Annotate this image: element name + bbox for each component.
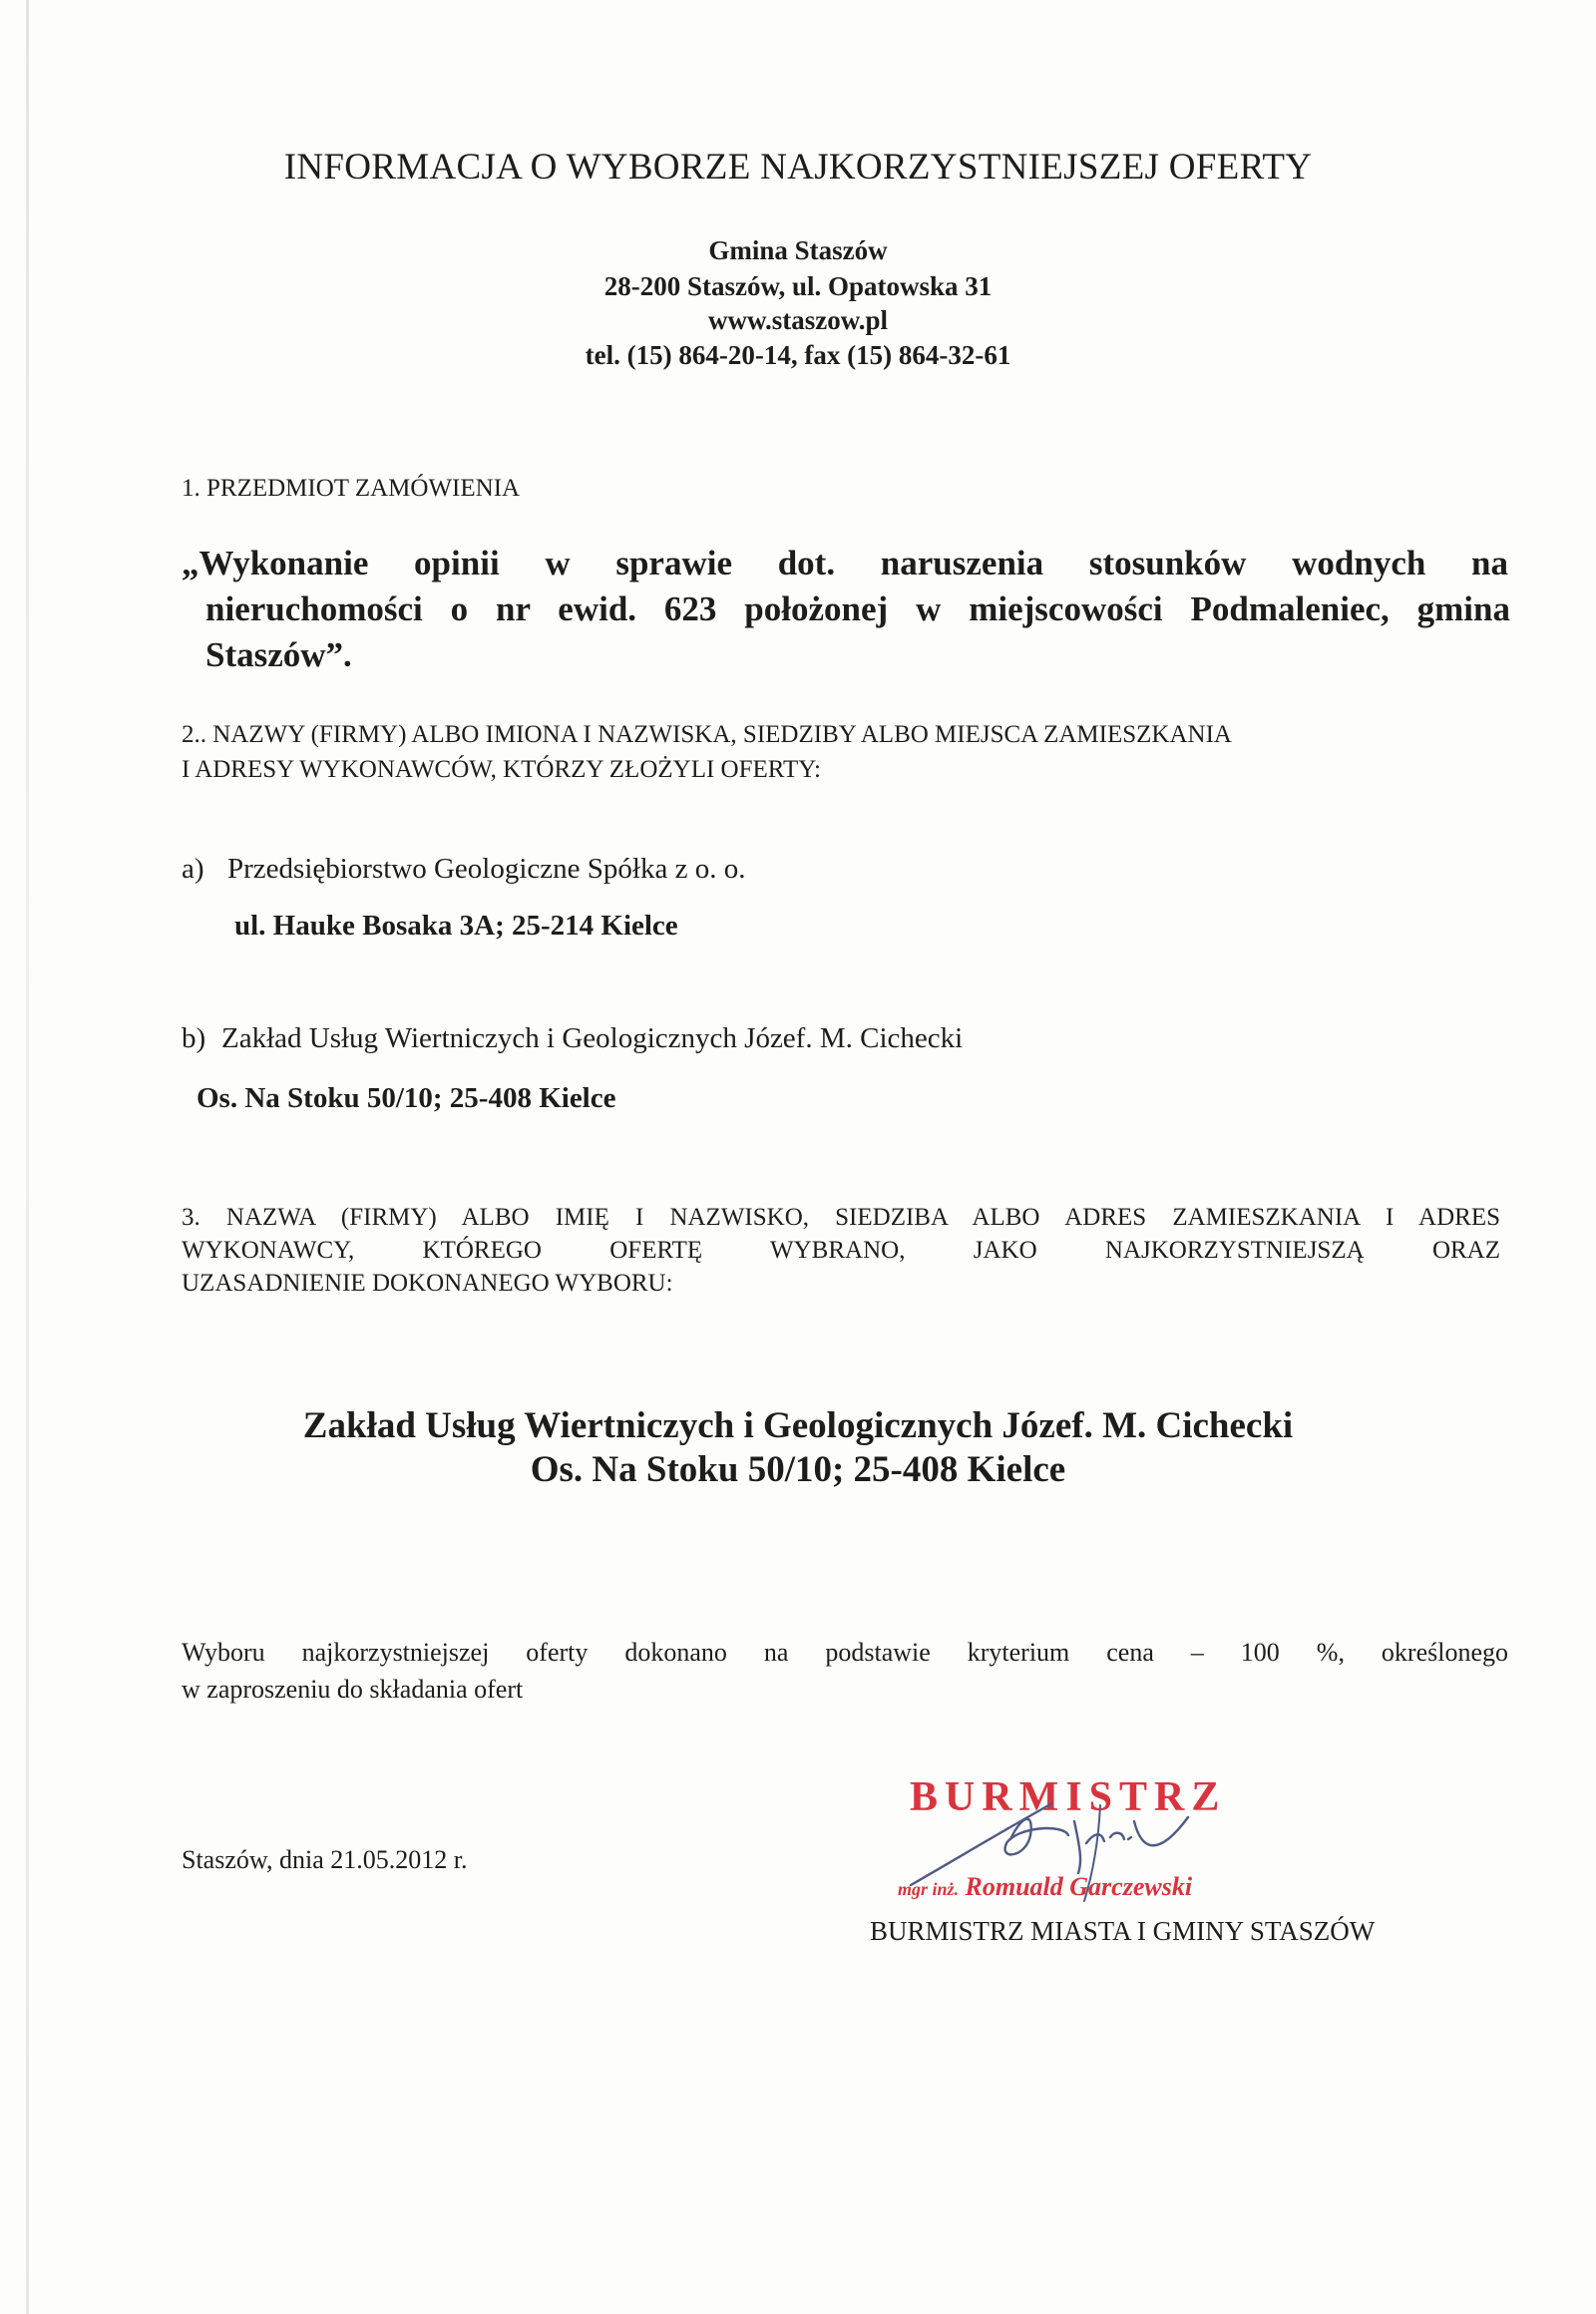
section-1-heading: 1. PRZEDMIOT ZAMÓWIENIA bbox=[182, 475, 521, 502]
stamp-prefix: mgr inż. bbox=[898, 1879, 960, 1899]
justification-line-2: w zaproszeniu do składania ofert bbox=[182, 1675, 524, 1704]
winner-name: Zakład Usług Wiertniczych i Geologicznych Józef. M. Cichecki bbox=[302, 1405, 1294, 1446]
issuer-address: 28-200 Staszów, ul. Opatowska 31 bbox=[603, 271, 993, 301]
section-2-heading-line-1: 2.. NAZWY (FIRMY) ALBO IMIONA I NAZWISKA, SIEDZIBY ALBO MIEJSCA ZAMIESZKANIA bbox=[182, 721, 1232, 748]
document-title: INFORMACJA O WYBORZE NAJKORZYSTNIEJSZEJ OFERTY bbox=[283, 147, 1313, 188]
document-date: Staszów, dnia 21.05.2012 r. bbox=[182, 1845, 468, 1874]
handwritten-signature bbox=[903, 1765, 1242, 1905]
justification-line-1: Wyboru najkorzystniejszej oferty dokonano na podstawie kryterium cena – 100 %, określonego bbox=[182, 1638, 1508, 1667]
bidder-b-address: Os. Na Stoku 50/10; 25-408 Kielce bbox=[197, 1082, 616, 1114]
subject-line-1: „Wykonanie opinii w sprawie dot. naruszenia stosunków wodnych na bbox=[182, 544, 1508, 582]
bidder-a-marker: a) bbox=[182, 853, 204, 885]
bidder-a-address: ul. Hauke Bosaka 3A; 25-214 Kielce bbox=[234, 910, 678, 942]
section-3-heading-line-1: 3. NAZWA (FIRMY) ALBO IMIĘ I NAZWISKO, SIEDZIBA ALBO ADRES ZAMIESZKANIA I ADRES bbox=[182, 1204, 1500, 1231]
bidder-a-name: Przedsiębiorstwo Geologiczne Spółka z o. o. bbox=[227, 853, 746, 885]
section-3-heading-line-2: WYKONAWCY, KTÓREGO OFERTĘ WYBRANO, JAKO NAJKORZYSTNIEJSZĄ ORAZ bbox=[182, 1237, 1500, 1264]
issuer-website: www.staszow.pl bbox=[707, 305, 889, 335]
subject-line-3: Staszów”. bbox=[205, 635, 352, 674]
issuer-name: Gmina Staszów bbox=[708, 235, 888, 265]
bidder-b-marker: b) bbox=[182, 1022, 206, 1054]
section-3-heading-line-3: UZASADNIENIE DOKONANEGO WYBORU: bbox=[182, 1270, 673, 1297]
stamp-title: BURMISTRZ bbox=[910, 1774, 1227, 1820]
stamp-name: Romuald Garczewski bbox=[965, 1872, 1193, 1901]
signatory-title: BURMISTRZ MIASTA I GMINY STASZÓW bbox=[870, 1916, 1376, 1946]
subject-line-2: nieruchomości o nr ewid. 623 położonej w miejscowości Podmaleniec, gmina bbox=[205, 589, 1510, 628]
bidder-b-name: Zakład Usług Wiertniczych i Geologicznych Józef. M. Cichecki bbox=[221, 1022, 964, 1054]
issuer-contact: tel. (15) 864-20-14, fax (15) 864-32-61 bbox=[585, 340, 1011, 370]
section-2-heading-line-2: I ADRESY WYKONAWCÓW, KTÓRZY ZŁOŻYLI OFERTY: bbox=[182, 756, 821, 783]
winner-address: Os. Na Stoku 50/10; 25-408 Kielce bbox=[530, 1449, 1066, 1490]
